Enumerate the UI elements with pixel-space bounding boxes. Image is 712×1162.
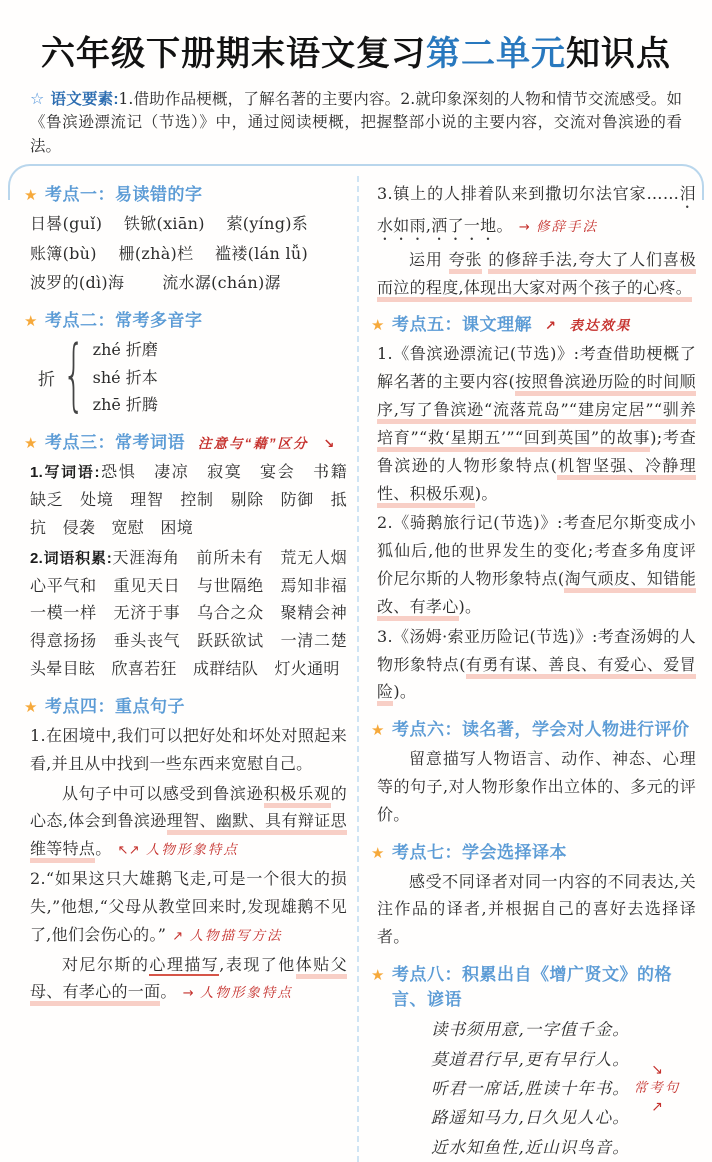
kp3-word-list-1 [24, 458, 364, 542]
polyphone-readings [93, 336, 158, 419]
proverb-line: 读书须用意,一字值千金。 [431, 1020, 630, 1040]
kp7-body [371, 868, 696, 951]
text-run: 留意描写人物语言、动作、神态、心理等的句子,对人物形象作出立体的、多元的评价。 [377, 749, 696, 824]
section-kp2-title: 考点二：常考多音字 [44, 311, 203, 331]
essence-label: 语文要素: [50, 91, 119, 108]
text-run: 2.“如果这只大雄鹅飞走,可是一个很大的损失,”他想,“父母从教堂回来时,发现雄鹅不见了,他们会伤心的。” [30, 869, 347, 944]
annotation-arrow-icon: → [182, 986, 194, 1002]
text-run: 1.写词语: [30, 463, 100, 481]
highlighted-text: 淘气顽皮、知错能改、有孝心 [377, 569, 696, 621]
star-icon: ★ [371, 843, 385, 862]
right-column [357, 176, 700, 1162]
proverbs-block [371, 1015, 696, 1162]
annotation-arrow-icon: ↘ [651, 1061, 663, 1078]
proverb-line: 近水知鱼性,近山识鸟音。 [431, 1137, 630, 1157]
star-icon: ★ [371, 721, 385, 740]
margin-note-changkaoju [634, 1062, 681, 1116]
page-title [0, 26, 712, 75]
section-kp7-heading [371, 838, 696, 863]
text-run: 3.镇上的人排着队来到撒切尔法官家…… [377, 183, 680, 203]
reading-item: shé 折本 [92, 367, 158, 387]
star-icon: ★ [24, 312, 38, 331]
kp4-sentence-1 [24, 722, 347, 778]
title-post: 知识点 [566, 35, 671, 73]
polyphone-character: 折 [38, 370, 55, 390]
text-run: 对尼尔斯的 [62, 954, 150, 974]
section-kp7-title: 考点七：学会选择译本 [391, 842, 567, 862]
star-outline-icon: ☆ [30, 89, 45, 108]
highlighted-text: 积极乐观 [264, 784, 331, 808]
text-run: 。 [496, 215, 513, 235]
title-pre: 六年级下册期末语文复习 [41, 35, 426, 73]
text-run: 1.在困境中,我们可以把好处和坏处对照起来看,并且从中找到一些东西来宽慰自己。 [30, 725, 347, 773]
kp4-sentence-3 [371, 180, 696, 244]
margin-note-text: 常考句 [633, 1080, 681, 1097]
annotation-arrow-icon: ↗ [651, 1098, 663, 1115]
highlighted-text: 夸张 [449, 250, 483, 274]
section-kp8-title: 考点八：积累出自《增广贤文》的格言、谚语 [391, 965, 672, 1010]
left-column [14, 176, 364, 1162]
star-icon: ★ [24, 185, 38, 204]
annotation-arrow-icon: ↘ [323, 436, 335, 452]
highlighted-text: 按照鲁滨逊历险的时间顺序,写了鲁滨逊“流落荒岛”“建房定居”“驯养培育”“救‘星期五’”“回到英国”的故事 [377, 372, 696, 452]
section-kp2-heading [24, 306, 347, 331]
star-icon: ★ [371, 966, 385, 985]
text-run: 的心态,体会到鲁滨逊 [30, 783, 347, 831]
text-run: 恐惧 凄凉 寂寞 宴会 书籍 缺乏 处境 理智 控制 剔除 防御 抵抗 侵袭 宽慰 困境 [30, 461, 364, 537]
section-kp1-title: 考点一：易读错的字 [44, 184, 203, 204]
section-kp4-heading [24, 692, 347, 717]
text-run: 2.词语积累: [30, 549, 113, 567]
kp1-line: 日晷(guǐ) 铁锨(xiān) 萦(yíng)系 [30, 213, 309, 233]
essence-block [0, 87, 712, 160]
text-run: 1.《鲁滨逊漂流记(节选)》:考查借助梗概了解名著的主要内容( [377, 344, 696, 392]
highlighted-text: 的修辞手法,夸大了人们喜极而泣的程度,体现出大家对两个孩子的心疼。 [377, 250, 696, 302]
highlighted-text: 机智坚强、冷静理性、积极乐观 [377, 456, 696, 508]
highlighted-text: 理智、幽默、具有辩证思维等特点 [30, 811, 347, 863]
kp3-word-list-2 [24, 544, 364, 683]
margin-note-jie: 注意与“藉”区分 [197, 435, 309, 451]
text-run: 感受不同译者对同一内容的不同表达,关注作品的译者,并根据自己的喜好去选择译者。 [377, 871, 696, 947]
kp5-book-2 [371, 509, 696, 620]
kp4-analysis-2 [24, 951, 347, 1007]
inline-red-annotation: 修辞手法 [536, 218, 599, 235]
proverb-line: 莫道君行早,更有早行人。 [431, 1049, 630, 1069]
reading-item: zhē 折腾 [92, 395, 158, 415]
proverb-line: 听君一席话,胜读十年书。 [431, 1078, 630, 1098]
annotation-arrow-icon: ↗ [172, 928, 184, 944]
inline-red-annotation: 人物描写方法 [189, 927, 283, 944]
essence-text: 1.借助作品梗概，了解名著的主要内容。2.就印象深刻的人物和情节交流感受。如《鲁滨逊漂流记（节选）》中，通过阅读梗概，把握整部小说的主要内容，交流对鲁滨逊的看法。 [30, 90, 682, 155]
annotation-arrow-icon: → [518, 219, 531, 235]
worksheet-page [0, 26, 712, 1157]
section-kp5-heading [371, 310, 696, 335]
star-icon: ★ [24, 433, 38, 452]
proverb-lines [371, 1015, 630, 1162]
section-kp8-heading [371, 960, 696, 1010]
text-run: )。 [458, 596, 482, 616]
inline-red-annotation: 人物形象特点 [199, 985, 293, 1002]
brace-glyph: { [62, 329, 85, 420]
reading-item: zhé 折磨 [92, 340, 158, 360]
inline-red-annotation: 人物形象特点 [145, 842, 239, 859]
text-run: );考查鲁滨逊的人物形象特点( [377, 427, 696, 475]
text-run: 从句子中可以感受到鲁滨逊 [62, 783, 264, 803]
text-run: )。 [474, 483, 498, 503]
highlighted-text: 体贴父母、有孝心的一面 [30, 955, 347, 1007]
kp5-book-3 [371, 623, 696, 706]
section-kp3-title: 考点三：常考词语 [44, 432, 185, 452]
text-run: 3.《汤姆·索亚历险记(节选)》:考查汤姆的人物形象特点( [377, 626, 696, 674]
kp1-line: 波罗的(dì)海 流水潺(chán)潺 [30, 273, 281, 293]
highlighted-text: 有勇有谋、善良、有爱心、爱冒险 [377, 655, 696, 707]
text-run: ,表现了他 [219, 954, 296, 974]
section-kp4-title: 考点四：重点句子 [44, 696, 185, 716]
kp1-line: 账簿(bù) 栅(zhà)栏 褴褛(lán lǚ) [30, 243, 309, 263]
star-icon: ★ [371, 316, 385, 335]
annotation-arrow-icon: ↖↗ [117, 843, 140, 859]
section-kp6-title: 考点六：读名著，学会对人物进行评价 [391, 720, 690, 740]
kp4-sentence-2 [24, 865, 347, 948]
kp4-analysis-3 [371, 246, 696, 302]
text-run: 。 [95, 839, 112, 859]
margin-note-biaoda: 表达效果 [569, 318, 632, 334]
polyphone-diagram [38, 329, 347, 420]
section-kp3-heading [24, 428, 347, 453]
red-underlined-text: 心理描写 [149, 954, 220, 974]
section-kp6-heading [371, 715, 696, 740]
annotation-arrow-icon: ↗ [544, 319, 557, 335]
kp5-book-1 [371, 340, 696, 507]
section-kp1-heading [24, 180, 347, 205]
kp6-body [371, 745, 696, 828]
content-card [8, 164, 704, 1162]
text-run: 运用 [409, 249, 449, 269]
emphasis-dotted-text: 泪水如雨,洒了一地 [377, 183, 696, 235]
text-run: 天涯海角 前所未有 荒无人烟 心平气和 重见天日 与世隔绝 焉知非福 一模一样 无济于事 乌合之众 聚精会神 得意扬扬 垂头丧气 跃跃欲试 一清二楚 头晕目眩 欣喜若狂 成群结队 灯火通明 [30, 547, 364, 679]
title-unit-highlight: 第二单元 [426, 35, 566, 73]
kp4-analysis-1 [24, 780, 347, 863]
text-run: 。 [160, 982, 177, 1002]
text-run: 2.《骑鹅旅行记(节选)》:考查尼尔斯变成小狐仙后,他的世界发生的变化;考查多角度评价尼尔斯的人物形象特点( [377, 513, 696, 589]
section-kp5-title: 考点五：课文理解 [391, 315, 532, 335]
text-run: )。 [393, 682, 417, 702]
star-icon: ★ [24, 697, 38, 716]
proverb-line: 路遥知马力,日久见人心。 [431, 1108, 630, 1128]
